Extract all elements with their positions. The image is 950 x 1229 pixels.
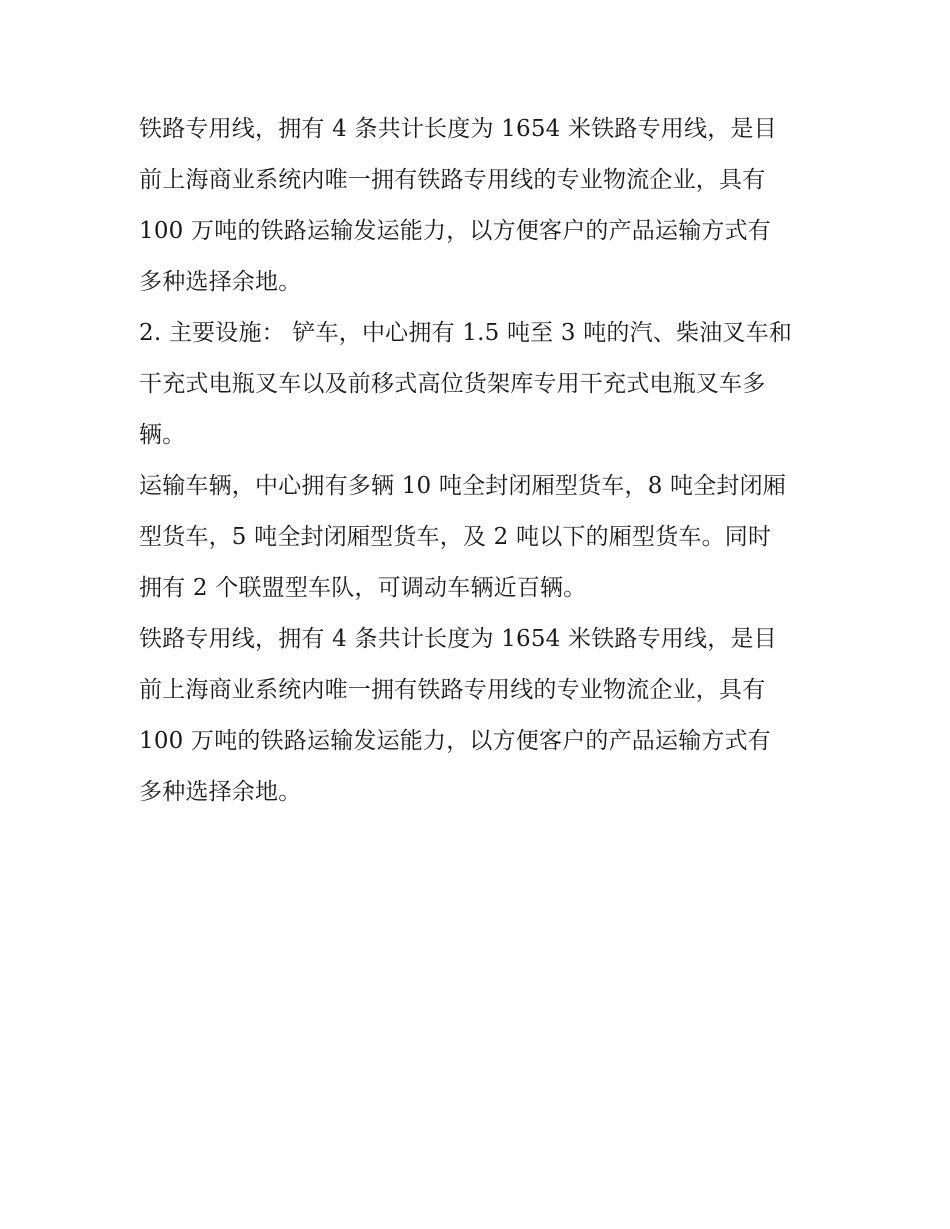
text-line: 100 万吨的铁路运输发运能力，以方便客户的产品运输方式有 <box>139 728 772 754</box>
text-line: 型货车，5 吨全封闭厢型货车，及 2 吨以下的厢型货车。同时 <box>139 524 772 550</box>
paragraph-railway-siding <box>139 104 819 308</box>
text-line: 2. 主要设施： 铲车，中心拥有 1.5 吨至 3 吨的汽、柴油叉车和 <box>139 320 793 346</box>
text-line: 多种选择余地。 <box>139 779 302 805</box>
text-line: 运输车辆，中心拥有多辆 10 吨全封闭厢型货车，8 吨全封闭厢 <box>139 473 787 499</box>
text-line: 拥有 2 个联盟型车队，可调动车辆近百辆。 <box>139 575 587 601</box>
text-line: 多种选择余地。 <box>139 269 302 295</box>
text-line: 干充式电瓶叉车以及前移式高位货架库专用干充式电瓶叉车多 <box>139 371 766 397</box>
text-line: 100 万吨的铁路运输发运能力，以方便客户的产品运输方式有 <box>139 218 772 244</box>
paragraph-transport-vehicles <box>139 461 819 614</box>
text-line: 前上海商业系统内唯一拥有铁路专用线的专业物流企业，具有 <box>139 677 766 703</box>
document-body <box>139 104 819 818</box>
paragraph-railway-siding-repeat <box>139 614 819 818</box>
text-line: 前上海商业系统内唯一拥有铁路专用线的专业物流企业，具有 <box>139 167 766 193</box>
text-line: 辆。 <box>139 422 186 448</box>
paragraph-main-facilities <box>139 308 819 461</box>
text-line: 铁路专用线，拥有 4 条共计长度为 1654 米铁路专用线，是目 <box>139 116 777 142</box>
text-line: 铁路专用线，拥有 4 条共计长度为 1654 米铁路专用线，是目 <box>139 626 777 652</box>
